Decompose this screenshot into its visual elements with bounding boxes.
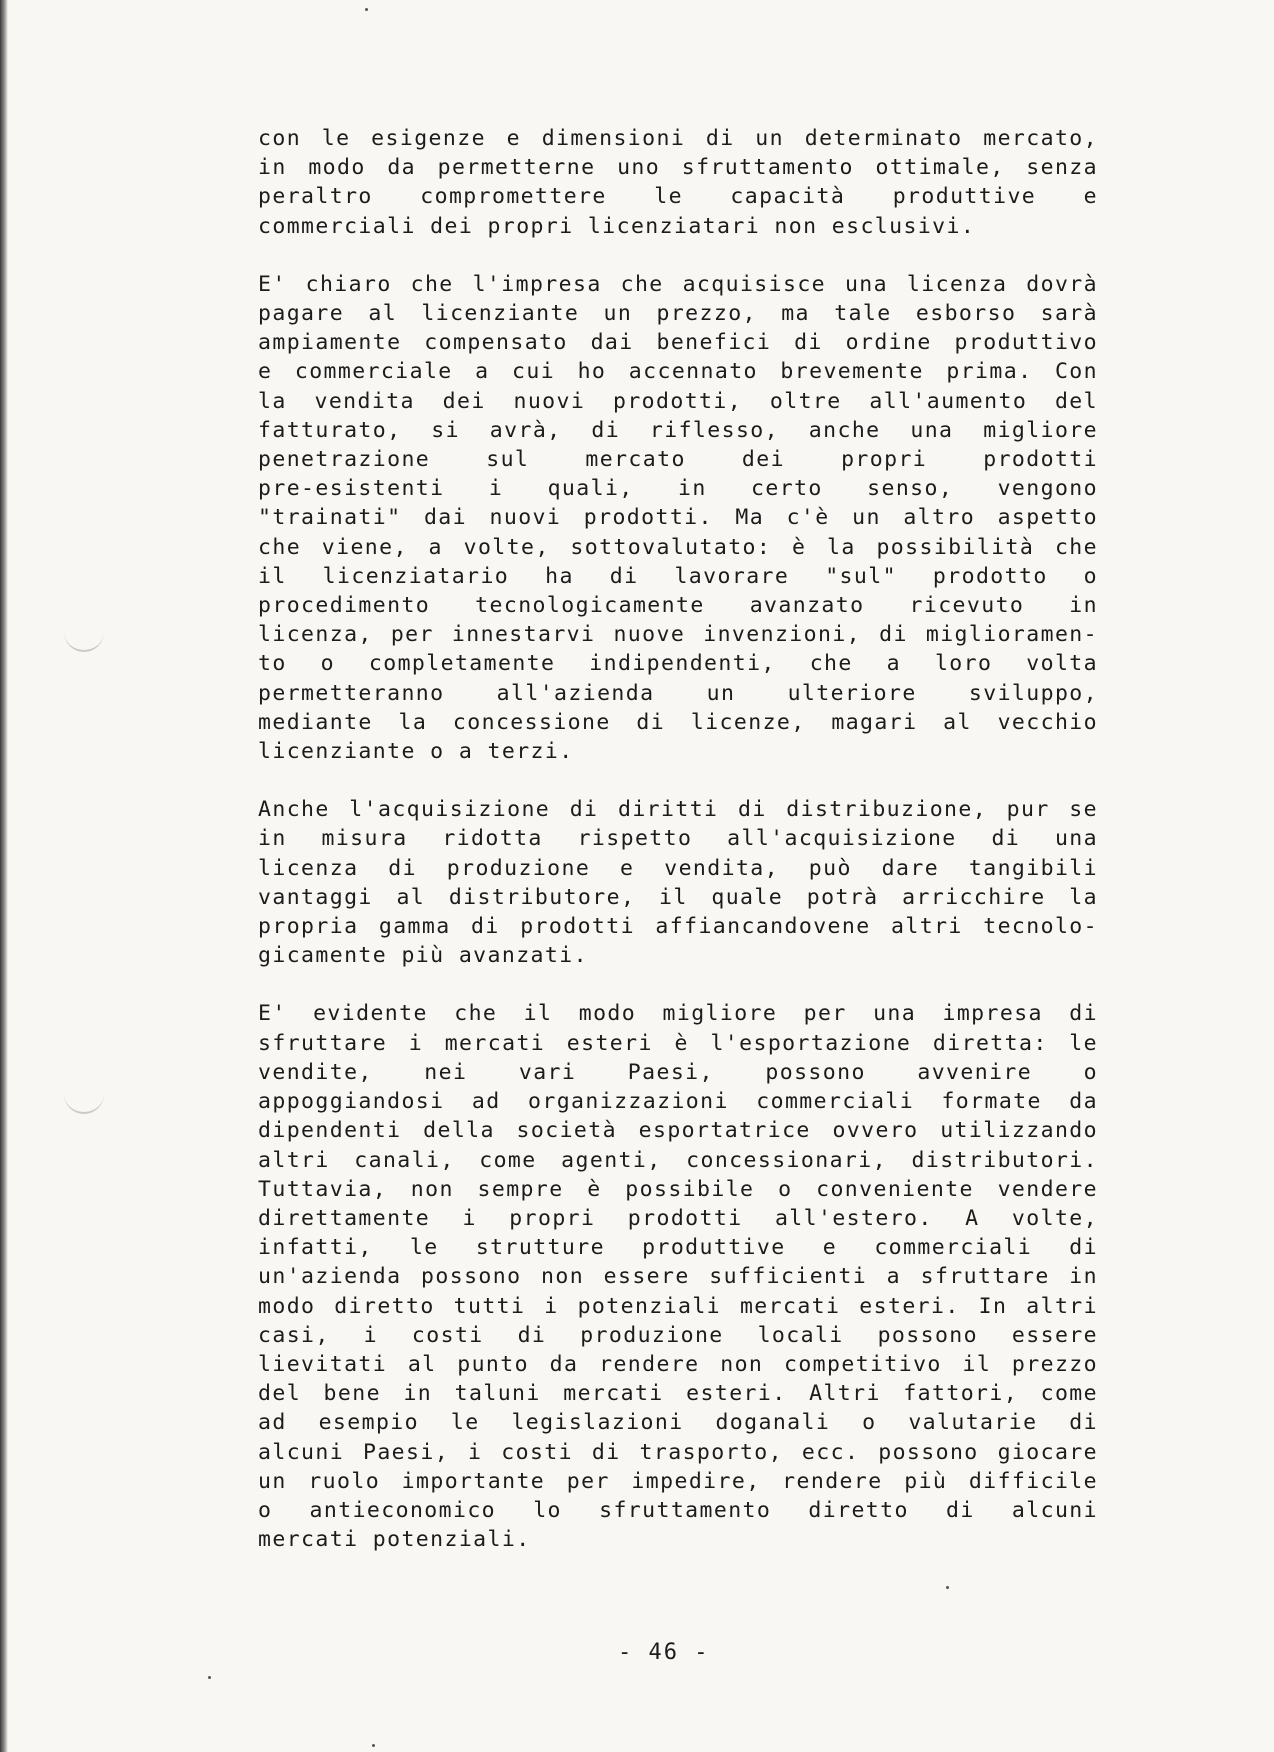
scan-edge bbox=[0, 0, 8, 1752]
text-line: mercati potenziali. bbox=[258, 1527, 531, 1553]
text-line: lievitati al punto da rendere non competitivo il prezzo bbox=[258, 1351, 1098, 1377]
text-line: commerciali dei propri licenziatari non esclusivi. bbox=[258, 213, 976, 239]
scan-speck bbox=[365, 8, 368, 11]
text-line: fatturato, si avrà, di riflesso, anche una migliore bbox=[258, 417, 1098, 443]
text-line: sfruttare i mercati esteri è l'esportazione diretta: le bbox=[258, 1030, 1098, 1056]
text-line: del bene in taluni mercati esteri. Altri fattori, come bbox=[258, 1381, 1098, 1407]
paragraph bbox=[258, 270, 1098, 766]
page-number: - 46 - bbox=[618, 1640, 710, 1665]
text-line: che viene, a volte, sottovalutato: è la possibilità che bbox=[258, 534, 1098, 560]
text-line: Tuttavia, non sempre è possibile o conveniente vendere bbox=[258, 1176, 1098, 1202]
text-line: altri canali, come agenti, concessionari, distributori. bbox=[258, 1147, 1098, 1173]
text-line: propria gamma di prodotti affiancandovene altri tecnolo- bbox=[258, 914, 1098, 940]
text-line: un ruolo importante per impedire, rendere più difficile bbox=[258, 1468, 1098, 1494]
text-line: in misura ridotta rispetto all'acquisizione di una bbox=[258, 826, 1098, 852]
text-line: vantaggi al distributore, il quale potrà arricchire la bbox=[258, 884, 1098, 910]
text-line: to o completamente indipendenti, che a loro volta bbox=[258, 651, 1098, 677]
text-line: permetteranno all'azienda un ulteriore sviluppo, bbox=[258, 680, 1098, 706]
text-line: e commerciale a cui ho accennato brevemente prima. Con bbox=[258, 359, 1098, 385]
text-line: o antieconomico lo sfruttamento diretto di alcuni bbox=[258, 1497, 1098, 1523]
text-line: ampiamente compensato dai benefici di ordine produttivo bbox=[258, 330, 1098, 356]
text-line: gicamente più avanzati. bbox=[258, 943, 588, 969]
text-line: il licenziatario ha di lavorare "sul" prodotto o bbox=[258, 563, 1098, 589]
paragraph bbox=[258, 124, 1098, 241]
scan-speck bbox=[208, 1676, 211, 1679]
text-line: pre-esistenti i quali, in certo senso, vengono bbox=[258, 476, 1098, 502]
text-line: la vendita dei nuovi prodotti, oltre all'aumento del bbox=[258, 388, 1098, 414]
text-line: con le esigenze e dimensioni di un determinato mercato, bbox=[258, 126, 1098, 151]
text-line: appoggiandosi ad organizzazioni commerciali formate da bbox=[258, 1089, 1098, 1115]
text-line: direttamente i propri prodotti all'estero. A volte, bbox=[258, 1205, 1098, 1231]
text-line: modo diretto tutti i potenziali mercati esteri. In altri bbox=[258, 1293, 1098, 1319]
text-line: peraltro compromettere le capacità produttive e bbox=[258, 184, 1098, 210]
text-line: infatti, le strutture produttive e commerciali di bbox=[258, 1235, 1098, 1261]
punch-hole-mark bbox=[64, 1090, 104, 1114]
body-text bbox=[258, 124, 1098, 1583]
text-line: in modo da permetterne uno sfruttamento ottimale, senza bbox=[258, 155, 1098, 181]
text-line: Anche l'acquisizione di diritti di distribuzione, pur se bbox=[258, 797, 1098, 823]
text-line: ad esempio le legislazioni doganali o valutarie di bbox=[258, 1410, 1098, 1436]
text-line: licenza di produzione e vendita, può dare tangibili bbox=[258, 855, 1098, 881]
text-line: mediante la concessione di licenze, magari al vecchio bbox=[258, 709, 1098, 735]
text-line: E' chiaro che l'impresa che acquisisce una licenza dovrà bbox=[258, 271, 1098, 297]
paragraph bbox=[258, 795, 1098, 970]
text-line: casi, i costi di produzione locali possono essere bbox=[258, 1322, 1098, 1348]
text-line: penetrazione sul mercato dei propri prodotti bbox=[258, 447, 1098, 473]
paragraph bbox=[258, 999, 1098, 1554]
scan-speck bbox=[946, 1586, 949, 1589]
text-line: alcuni Paesi, i costi di trasporto, ecc. possono giocare bbox=[258, 1439, 1098, 1465]
text-line: dipendenti della società esportatrice ovvero utilizzando bbox=[258, 1118, 1098, 1144]
text-line: licenza, per innestarvi nuove invenzioni, di miglioramen- bbox=[258, 622, 1098, 648]
text-line: pagare al licenziante un prezzo, ma tale esborso sarà bbox=[258, 301, 1098, 327]
text-line: E' evidente che il modo migliore per una impresa di bbox=[258, 1001, 1098, 1027]
text-line: procedimento tecnologicamente avanzato ricevuto in bbox=[258, 593, 1098, 619]
text-line: vendite, nei vari Paesi, possono avvenire o bbox=[258, 1059, 1098, 1085]
text-line: licenziante o a terzi. bbox=[258, 739, 574, 765]
punch-hole-mark bbox=[64, 628, 104, 652]
scan-speck bbox=[372, 1744, 375, 1747]
text-line: un'azienda possono non essere sufficienti a sfruttare in bbox=[258, 1264, 1098, 1290]
text-line: "trainati" dai nuovi prodotti. Ma c'è un altro aspetto bbox=[258, 505, 1098, 531]
